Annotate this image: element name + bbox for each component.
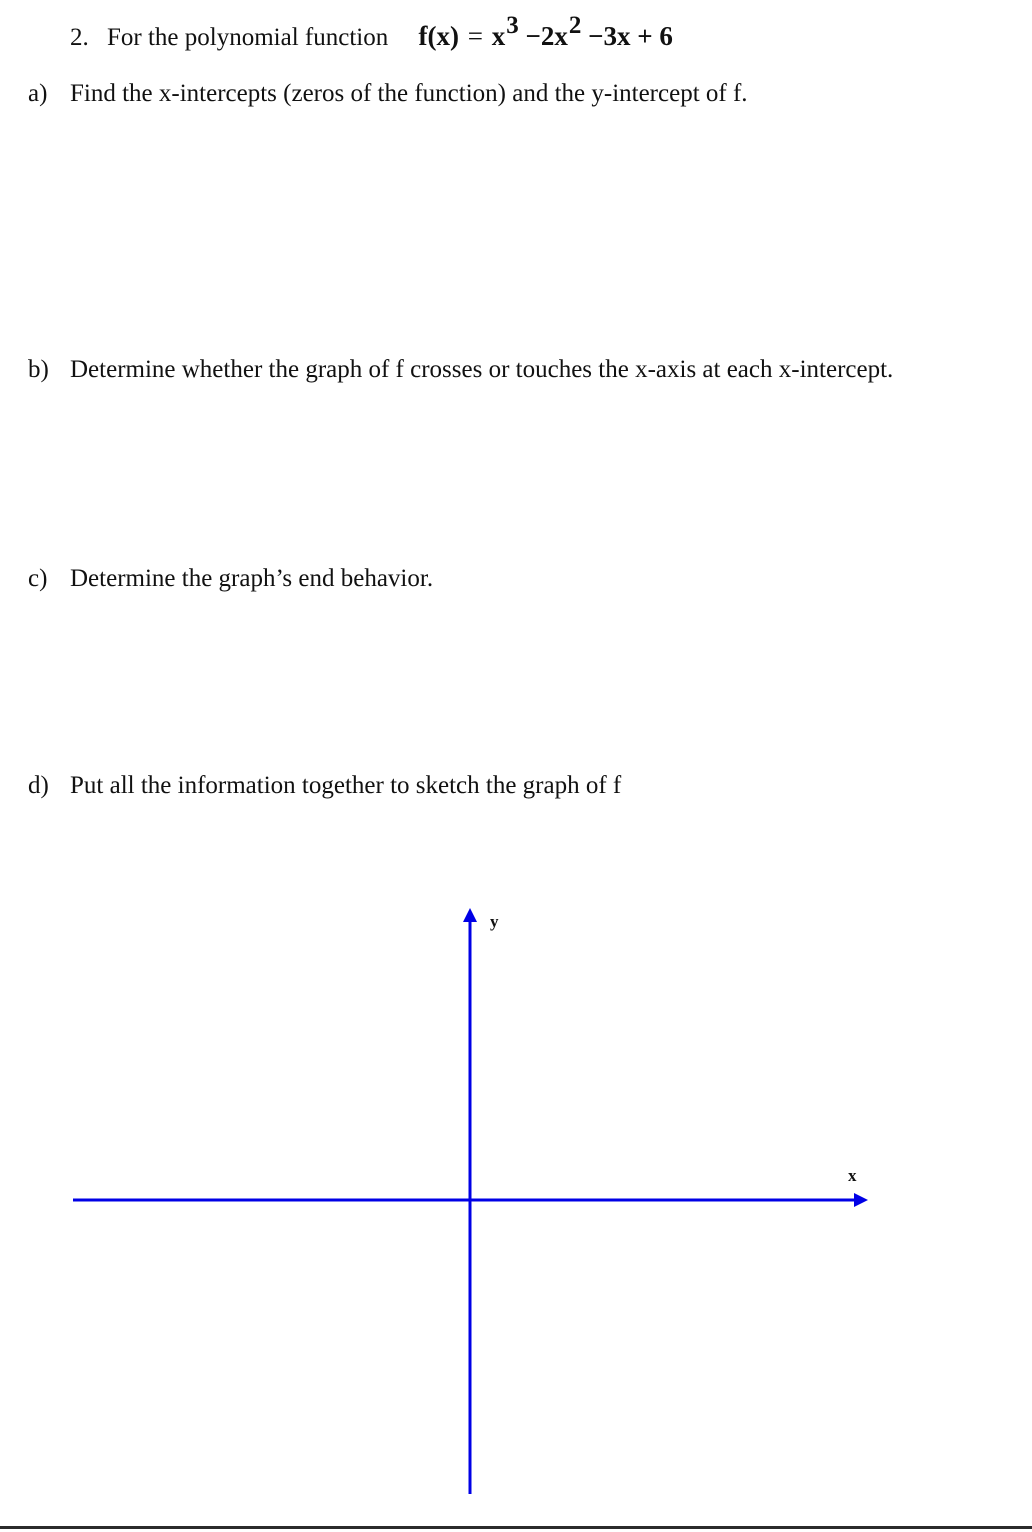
part-letter: d)	[28, 772, 49, 799]
formula-equals: =	[467, 21, 483, 51]
x-axis-arrowhead	[854, 1193, 868, 1207]
formula-term-2: −2x	[525, 21, 568, 51]
y-axis-arrowhead	[463, 908, 477, 922]
formula-rest: −3x + 6	[588, 21, 673, 51]
y-axis-label: y	[490, 912, 499, 931]
formula-term-1: x	[491, 21, 506, 51]
formula-exponent-2: 2	[568, 12, 582, 39]
part-letter: a)	[28, 80, 48, 107]
formula-exponent-3: 3	[506, 12, 519, 39]
page-bottom-rule	[0, 1526, 1032, 1529]
part-letter: c)	[28, 565, 48, 592]
x-axis-label: x	[848, 1166, 857, 1185]
formula-fx: f(x)	[418, 21, 459, 51]
problem-number: 2.	[70, 24, 89, 51]
part-text: Put all the information together to sketch the graph of f	[70, 772, 622, 799]
part-text: Determine the graph’s end behavior.	[70, 565, 434, 592]
part-text: Determine whether the graph of f crosses or touches the x-axis at each x-intercept.	[70, 356, 894, 383]
problem-lead-in: For the polynomial function	[107, 24, 389, 51]
part-text: Find the x-intercepts (zeros of the function) and the y-intercept of f.	[70, 80, 748, 107]
part-letter: b)	[28, 356, 49, 383]
